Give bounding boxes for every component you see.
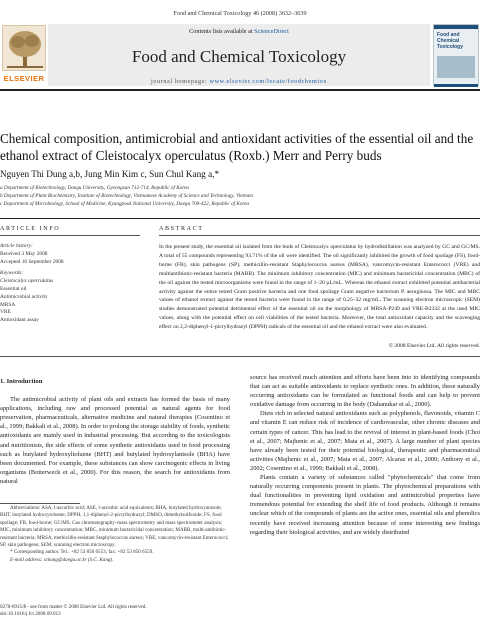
email-note[interactable]: E-mail address: sckang@daegu.ac.kr (S.C. Kang). [10, 556, 114, 563]
keyword-item: Cleistocalyx operculatus [0, 278, 54, 285]
copyright-notice: © 2008 Elsevier Ltd. All rights reserved. [388, 343, 480, 349]
front-matter-footer [0, 604, 250, 617]
history-label: Article history: [0, 243, 33, 249]
keyword-item: MRSA [0, 301, 16, 308]
body-paragraph: Plants contain a variety of substances called "phytochemicals" that come from naturally occurring components present in plants. The phytochemical preparations with dual functionalities in preventing lipid oxidation and antimicrobial properties have tremendous potential for extending the shelf life of food products. Although it remains unclear which of the compounds of plants are the active ones, essential oils and phenolics recently have received increasing attention because of some interesting new findings regarding their biological activities, and are widely distributed [250, 474, 480, 536]
homepage-prefix: journal homepage: [150, 78, 210, 85]
issn-line: 0278-6915/$ - see front matter © 2008 Elsevier Ltd. All rights reserved. [0, 604, 147, 610]
abstract-text: In the present study, the essential oil isolated from the buds of Cleistocalyx operculatus by hydrodistillation was analyzed by GC and GC/MS. A total of 55 compounds representing 93.71% of the oil were identified. The oil significantly inhibited the growth of food spoilage (FS), food-borne (FB), skin pathogens (SP), methicillin-resistant Staphylococcus aureus (MRSA), vancomycin-resistant Enterococci (VRE) and multiantibiotic-resistant bacteria (MARB). The minimum inhibitory concentration (MIC) and minimum bactericidal concentration (MBC) of the oil against the tested microorganisms were found in the range of 1–20 μL/mL. Whereas the ethanol extract exhibited potential antibacterial activity against the entire tested Gram positive bacteria and one food spoilage Gram negative bacterium P. aeruginosa. The MIC and MBC values of ethanol extract against the tested bacteria were found in the range of 0.25–32 mg/mL. The scanning electron microscopic (SEM) studies demonstrated potential detrimental effect of the essential oil on the morphology of MRSA-P249 and VRE-B2332 at the used MIC values, along with the potential effect on cell viabilities of the tested bacteria. Moreover, the total antioxidant capacity and the scavenging effect on 2,2-diphenyl-1-picrylhydrazyl (DPPH) radicals of the essential oil and the ethanol extract were also evaluated. [159, 244, 480, 331]
accepted-date: Accepted 10 September 2008 [0, 258, 64, 265]
article-title: Chemical composition, antimicrobial and antioxidant activities of the essential oil and the ethanol extract of Cleistocalyx operculatus (Roxb.) Merr and Perry buds [0, 131, 474, 163]
journal-homepage [48, 78, 430, 85]
keyword-item: VRE [0, 309, 11, 316]
journal-banner [48, 24, 430, 86]
received-date: Received 3 May 2008 [0, 250, 48, 257]
homepage-link[interactable]: www.elsevier.com/locate/foodchemtox [209, 78, 328, 85]
journal-cover-thumbnail [433, 24, 479, 86]
body-paragraph: source has received much attention and efforts have been into to identifying compounds that can act as suitable antioxidants to replace synthetic ones. In addition, these naturally occurring antioxidants can be formulated as functional foods and can help to prevent oxidative damage from occurring in the body (Dahanukar et al., 2000). [250, 374, 480, 409]
cover-bottom-bar [434, 84, 478, 87]
footnote-divider [0, 503, 80, 504]
corresponding-author-note: * Corresponding author. Tel.: +82 53 850 6553; fax: +82 53 850 6559. [10, 549, 154, 556]
cover-title: Food and Chemical Toxicology [437, 32, 464, 50]
abbreviations-note: Abbreviations: ASA, l-ascorbic acid; ASE, l-ascorbic acid equivalents; BHA, butylated hydroxyanisole; BHT, butylated hydroxytoluene; DPPH, 1,1-diphenyl-2-picrylhydrazyl; DMSO, dimethylsulfoxide; FS, food spoilage; FB, food-borne; GC/MS, Gas chromatography–mass spectrometry and mass spectrometer analysis; MIC, minimum inhibitory concentration; MBC, minimum bactericidal concentration; MARB, multi-antibiotic-resistant bacteria; MRSA, methicillin-resistant Staphylococcus aureus; VRE, vancomycin-resistant Enterococci; SP, skin pathogens; SEM, scanning electron microscopy. [0, 505, 229, 549]
affiliation-b: b Department of Plant Biochemistry, Institute of Biotechnology, Vietnamese Academy of Science and Technology, Vietnam [0, 192, 253, 199]
footnotes [0, 505, 230, 564]
contents-prefix: Contents lists available at [189, 28, 255, 35]
abstract-heading: ABSTRACT [159, 226, 204, 232]
affiliation-a: a Department of Biotechnology, Daegu University, Gyeongsan 712-714, Republic of Korea [0, 185, 189, 191]
abstract-rule [159, 235, 480, 236]
elsevier-tree-icon [2, 25, 46, 71]
journal-title: Food and Chemical Toxicology [131, 47, 347, 66]
abstract-divider [0, 356, 480, 357]
article-authors: Nguyen Thi Dung a,b, Jung Min Kim c, Sun Chul Kang a,* [0, 169, 220, 179]
contents-line [48, 28, 430, 35]
keyword-item: Antioxidant assay [0, 317, 39, 324]
affiliations [0, 185, 480, 208]
keyword-item: Antimicrobial activity [0, 293, 48, 300]
article-info-heading: ARTICLE INFO [0, 226, 61, 232]
body-paragraph: Diets rich in selected natural antioxidants such as polyphenols, flavonoids, vitamin C and vitamin E can reduce risk of incidence of cardiovascular, other chronic diseases and certain types of cancer. This has lead to the revival of interest in plant-based foods (Choi et al., 2007; Majhenic et al., 2007; Mata et al., 2007). A large number of plant species have already been tested for their potential biological, therapeutic and pharmaceutical activities (Majhenic et al., 2007; Mata et al., 2007; Alcaraz et al., 2000; Anthony et al., 2002; Cosentino et al., 1999; Bakkali et al., 2008). [250, 410, 480, 472]
right-column [250, 373, 480, 537]
left-column [0, 377, 230, 486]
body-paragraph: The antimicrobial activity of plant oils and extracts has formed the basis of many applications, including raw and processed potential as natural agents for food preservation, pharmaceuticals, alternative medicine and natural therapies (Cosentino et al., 1999; Bakkali et al., 2008). In order to prolong the storage stability of foods, synthetic antioxidants are mainly used in industrial processing. But according to the toxicologists and nutritionists, the side effects of some synthetic antioxidants used in food processing such as butylated hydroxyltoluene (BHT) and butylated hydroxylanisole (BHA) have been documented. For example, these substances can show carcinogenic effects in living organisms (Botterweck et al., 2000). For this reason, the search for antioxidants from natural [0, 396, 230, 485]
publisher-logo [2, 25, 46, 85]
article-info [0, 243, 140, 325]
affiliation-c: c Department of Microbiology, School of Medicine, Kyungpook National University, Daegu 700-422, Republic of Korea [0, 200, 250, 207]
header-divider [0, 89, 480, 91]
introduction-heading: 1. Introduction [0, 378, 43, 385]
sciencedirect-link[interactable]: ScienceDirect [254, 28, 289, 35]
publisher-name: ELSEVIER [3, 74, 45, 83]
journal-citation: Food and Chemical Toxicology 46 (2008) 3632–3639 [173, 10, 307, 17]
title-divider [0, 218, 480, 219]
doi-line[interactable]: doi:10.1016/j.fct.2008.09.013 [0, 610, 61, 617]
keyword-item: Essential oil [0, 285, 27, 292]
keywords-label: Keywords: [0, 270, 24, 277]
cover-image [437, 56, 475, 78]
article-info-rule [0, 235, 140, 236]
